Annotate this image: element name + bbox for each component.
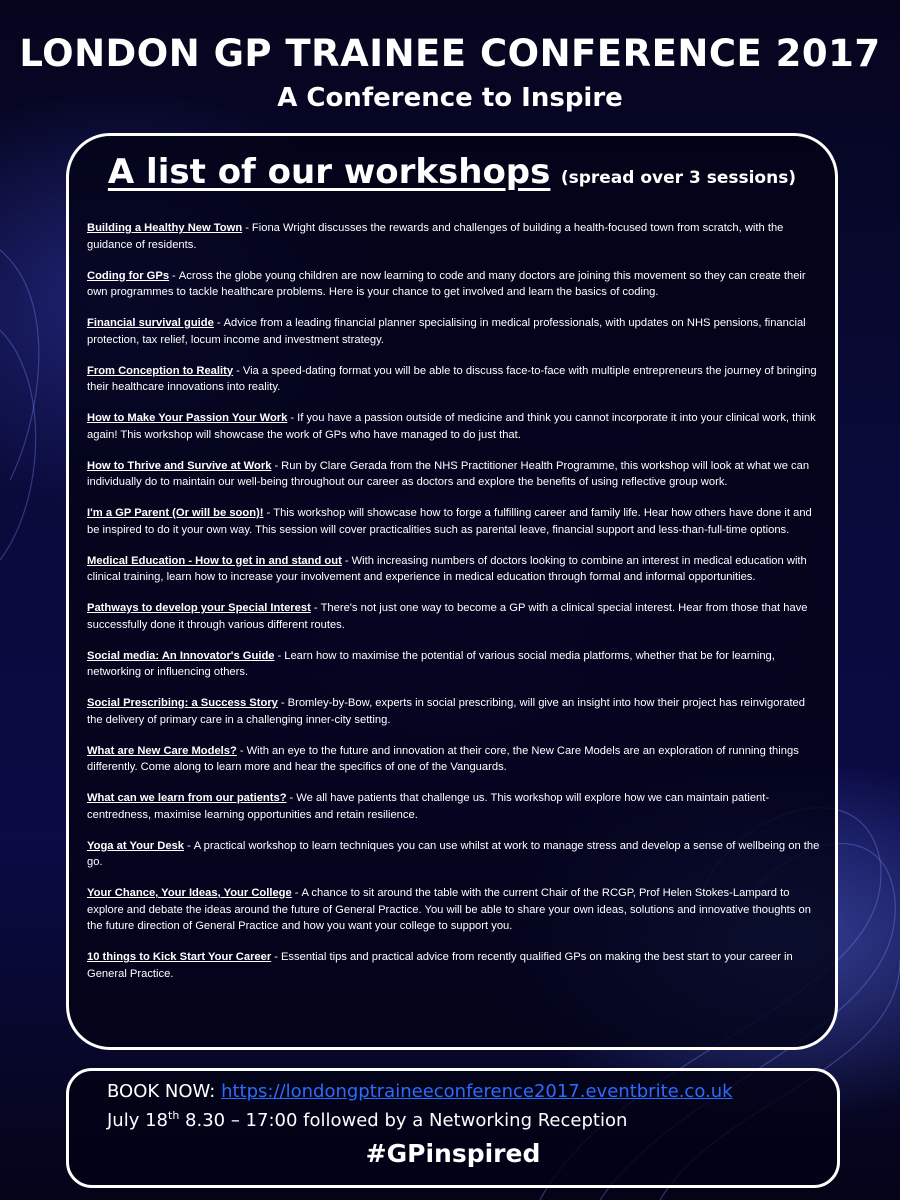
booking-box <box>66 1068 840 1188</box>
workshop-item <box>87 363 821 396</box>
workshop-name: Financial survival guide <box>87 317 214 329</box>
workshop-item <box>87 458 821 491</box>
book-now-label: BOOK NOW: <box>107 1081 216 1102</box>
event-date: July 18 <box>107 1110 168 1131</box>
workshop-item <box>87 505 821 538</box>
workshop-description: A practical workshop to learn techniques you can use whilst at work to manage stress and develop a sense of wellbeing on the go. <box>87 839 820 868</box>
workshop-separator: - <box>289 792 294 804</box>
workshop-separator: - <box>294 887 299 899</box>
workshop-item <box>87 553 821 586</box>
workshop-name: Social Prescribing: a Success Story <box>87 697 278 709</box>
workshop-description: If you have a passion outside of medicine and think you cannot incorporate it into your clinical work, think again! This workshop will showcase the work of GPs who have managed to do just that. <box>87 412 816 441</box>
workshop-name: How to Make Your Passion Your Work <box>87 412 288 424</box>
workshop-item <box>87 695 821 728</box>
workshop-separator: - <box>172 269 176 282</box>
workshop-item <box>87 648 821 681</box>
conference-subtitle: A Conference to Inspire <box>277 83 623 113</box>
workshop-name: What can we learn from our patients? <box>87 792 287 804</box>
workshop-name: How to Thrive and Survive at Work <box>87 459 272 472</box>
workshop-name: Your Chance, Your Ideas, Your College <box>87 887 292 899</box>
workshop-item <box>87 268 821 301</box>
workshop-name: Coding for GPs <box>87 269 170 282</box>
workshop-description: Via a speed-dating format you will be able to discuss face-to-face with multiple entrepreneurs the journey of bringing their healthcare innovations into reality. <box>87 364 817 393</box>
workshop-description: With an eye to the future and innovation at their core, the New Care Models are an exploration of running things differently. Come along to learn more and hear the specifics of one of the Vanguards. <box>87 744 799 773</box>
workshop-item <box>87 743 821 776</box>
workshop-name: Social media: An Innovator's Guide <box>87 649 275 662</box>
workshop-item <box>87 410 821 443</box>
workshop-description: This workshop will showcase how to forge a fulfilling career and family life. Hear how others have done it and be inspired to do it your own way. This session will cover practicalities such as parental leave, financial support and less-than-full-time options. <box>87 507 812 536</box>
workshops-title: A list of our workshops <box>107 152 551 192</box>
workshop-separator: - <box>280 697 285 709</box>
workshop-description: With increasing numbers of doctors looking to combine an interest in medical education with clinical training, learn how to increase your involvement and experience in medical education through formal and informal opportunities. <box>87 554 807 583</box>
workshop-separator: - <box>313 602 318 614</box>
workshop-separator: - <box>236 364 240 377</box>
workshop-description: There's not just one way to become a GP with a clinical special interest. Hear from those that have successfully done it through various different routes. <box>87 602 808 631</box>
event-time: 8.30 – 17:00 followed by a Networking Reception <box>185 1110 628 1131</box>
workshop-name: Yoga at Your Desk <box>87 839 184 852</box>
workshop-item <box>87 790 821 823</box>
workshop-name: I'm a GP Parent (Or will be soon)! <box>87 507 264 519</box>
header <box>0 28 900 116</box>
workshop-item <box>87 838 821 871</box>
book-now-line <box>107 1081 733 1102</box>
workshop-separator: - <box>239 744 244 757</box>
conference-title: LONDON GP TRAINEE CONFERENCE 2017 <box>19 32 881 75</box>
workshop-name: Building a Healthy New Town <box>87 222 243 234</box>
workshop-name: What are New Care Models? <box>87 744 237 757</box>
workshop-description: Across the globe young children are now learning to code and many doctors are joining this movement so they can create their own programmes to tackle healthcare problems. Here is your chance to get involved and learn the basics of coding. <box>87 269 806 298</box>
workshop-name: From Conception to Reality <box>87 364 234 377</box>
workshop-separator: - <box>216 317 221 329</box>
workshop-item <box>87 949 821 982</box>
workshop-list <box>87 220 821 997</box>
workshop-separator: - <box>274 951 278 963</box>
workshop-separator: - <box>274 459 279 472</box>
event-date-line <box>107 1109 627 1131</box>
workshop-name: 10 things to Kick Start Your Career <box>87 951 272 963</box>
workshop-separator: - <box>290 412 295 424</box>
workshop-item <box>87 220 821 253</box>
workshop-description: Run by Clare Gerada from the NHS Practitioner Health Programme, this workshop will look at what we can individually do to maintain our well-being throughout our career as doctors and explore the benefits of using reflective group work. <box>87 459 810 488</box>
sessions-note: (spread over 3 sessions) <box>560 168 797 188</box>
workshop-separator: - <box>277 649 282 662</box>
workshops-panel <box>66 133 838 1050</box>
workshop-separator: - <box>266 507 271 519</box>
workshop-description: We all have patients that challenge us. This workshop will explore how we can maintain patient-centredness, maximise learning opportunities and retain resilience. <box>87 792 770 821</box>
date-ordinal: th <box>168 1109 180 1122</box>
workshop-description: Essential tips and practical advice from recently qualified GPs on making the best start to your career in General Practice. <box>87 951 793 980</box>
workshop-separator: - <box>344 554 349 567</box>
workshop-description: Fiona Wright discusses the rewards and challenges of building a health-focused town from scratch, with the guidance of residents. <box>87 222 784 251</box>
workshop-separator: - <box>245 222 249 234</box>
booking-link[interactable]: https://londongptraineeconference2017.eventbrite.co.uk <box>221 1081 733 1102</box>
workshop-description: Bromley-by-Bow, experts in social prescribing, will give an insight into how their project has reinvigorated the delivery of primary care in a challenging inner-city setting. <box>87 697 805 726</box>
workshop-item <box>87 315 821 348</box>
workshop-item <box>87 600 821 633</box>
workshop-item <box>87 885 821 935</box>
workshop-description: Advice from a leading financial planner specialising in medical professionals, with updates on NHS pensions, financial protection, tax relief, locum income and investment strategy. <box>87 317 806 346</box>
workshop-name: Pathways to develop your Special Interest <box>87 602 311 614</box>
workshop-description: Learn how to maximise the potential of various social media platforms, whether that be for learning, networking or influencing others. <box>87 649 775 678</box>
hashtag: #GPinspired <box>365 1139 541 1168</box>
workshop-separator: - <box>187 839 191 852</box>
workshop-description: A chance to sit around the table with the current Chair of the RCGP, Prof Helen Stokes-Lampard to explore and debate the ideas around the future of General Practice. You will be able to share your own ideas, solutions and innovative thoughts on the future direction of General Practice and how you want your college to support you. <box>87 887 811 932</box>
workshops-heading <box>69 152 835 192</box>
workshop-name: Medical Education - How to get in and stand out <box>87 554 342 567</box>
